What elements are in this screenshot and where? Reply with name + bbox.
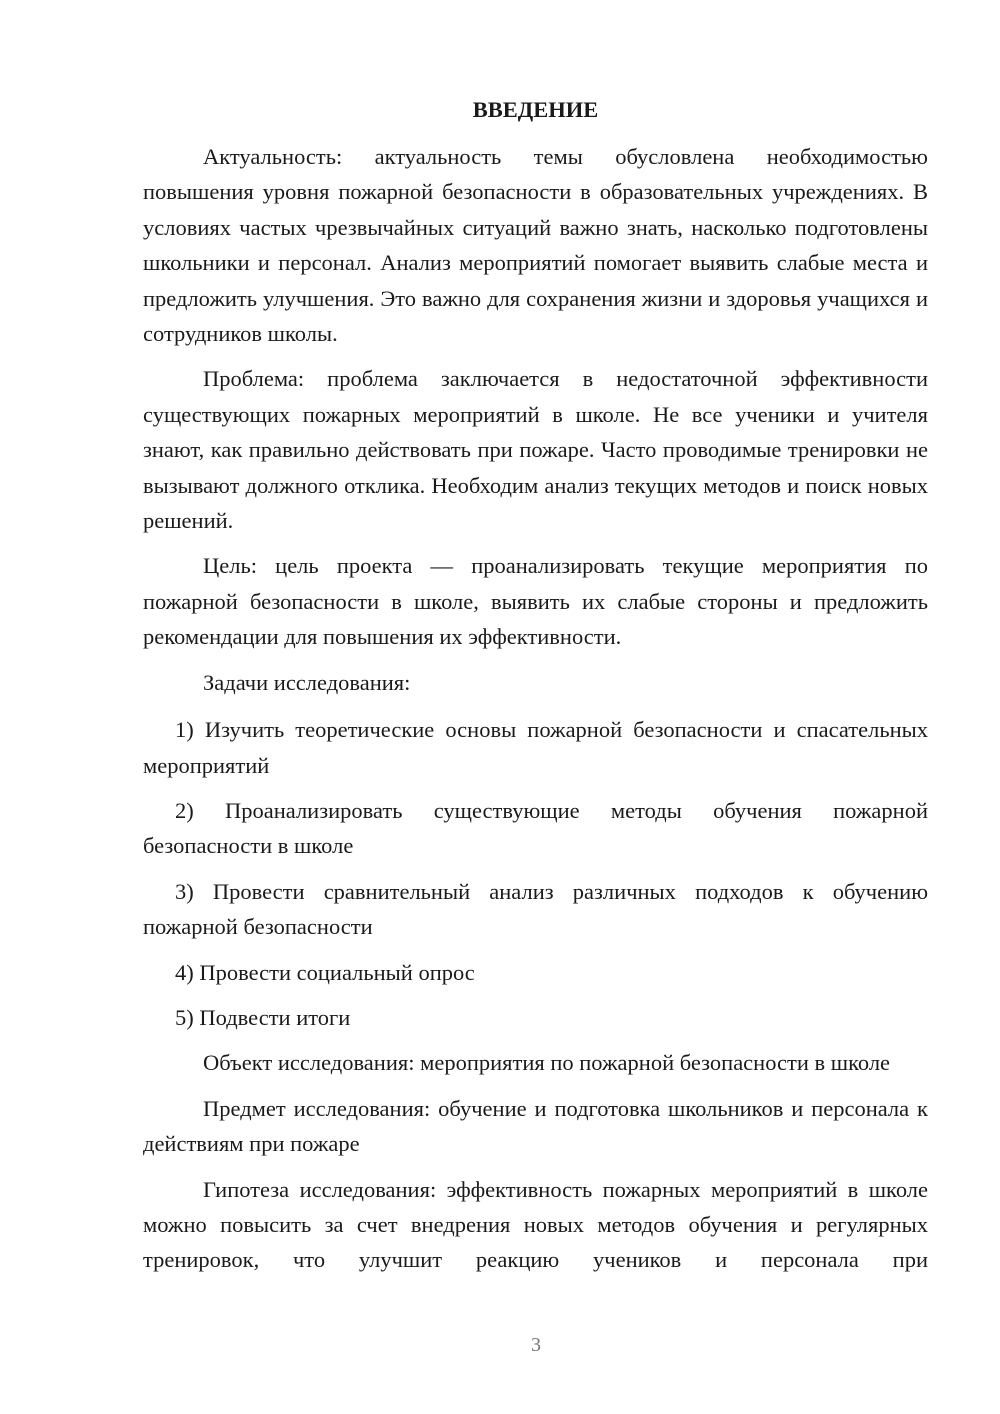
hypothesis-paragraph: Гипотеза исследования: эффективность пожарных мероприятий в школе можно повысить за счет внедрения новых методов обучения и регулярных тренировок, что улучшит реакцию учеников и персонала при [143, 1176, 928, 1273]
tasks-heading: Задачи исследования: [203, 669, 411, 695]
list-item: 2) Проанализировать существующие методы обучения пожарной безопасности в школе [143, 797, 928, 859]
page-title: ВВЕДЕНИЕ [472, 97, 599, 122]
tasks-list [143, 712, 928, 1035]
list-item: 3) Провести сравнительный анализ различных подходов к обучению пожарной безопасности [143, 878, 928, 940]
document-page [143, 92, 928, 1278]
list-item: 1) Изучить теоретические основы пожарной безопасности и спасательных мероприятий [143, 717, 928, 778]
list-item: 5) Подвести итоги [175, 1004, 351, 1030]
goal-paragraph: Цель: цель проекта — проанализировать текущие мероприятия по пожарной безопасности в школе, выявить их слабые стороны и предложить рекомендации для повышения их эффективности. [143, 553, 928, 650]
page-number: 3 [531, 1334, 541, 1356]
subject-paragraph: Предмет исследования: обучение и подготовка школьников и персонала к действиям при пожаре [143, 1095, 928, 1157]
object-paragraph: Объект исследования: мероприятия по пожарной безопасности в школе [203, 1050, 891, 1076]
problem-paragraph: Проблема: проблема заключается в недостаточной эффективности существующих пожарных мероприятий в школе. Не все ученики и учителя знают, как правильно действовать при пожаре. Часто проводимые тренировки не вызывают должного отклика. Необходим анализ текущих методов и поиск новых решений. [143, 366, 928, 534]
relevance-paragraph: Актуальность: актуальность темы обусловлена необходимостью повышения уровня пожарной безопасности в образовательных учреждениях. В условиях частых чрезвычайных ситуаций важно знать, насколько подготовлены школьники и персонал. Анализ мероприятий помогает выявить слабые места и предложить улучшения. Это важно для сохранения жизни и здоровья учащихся и сотрудников школы. [143, 144, 928, 347]
list-item: 4) Провести социальный опрос [175, 959, 475, 985]
